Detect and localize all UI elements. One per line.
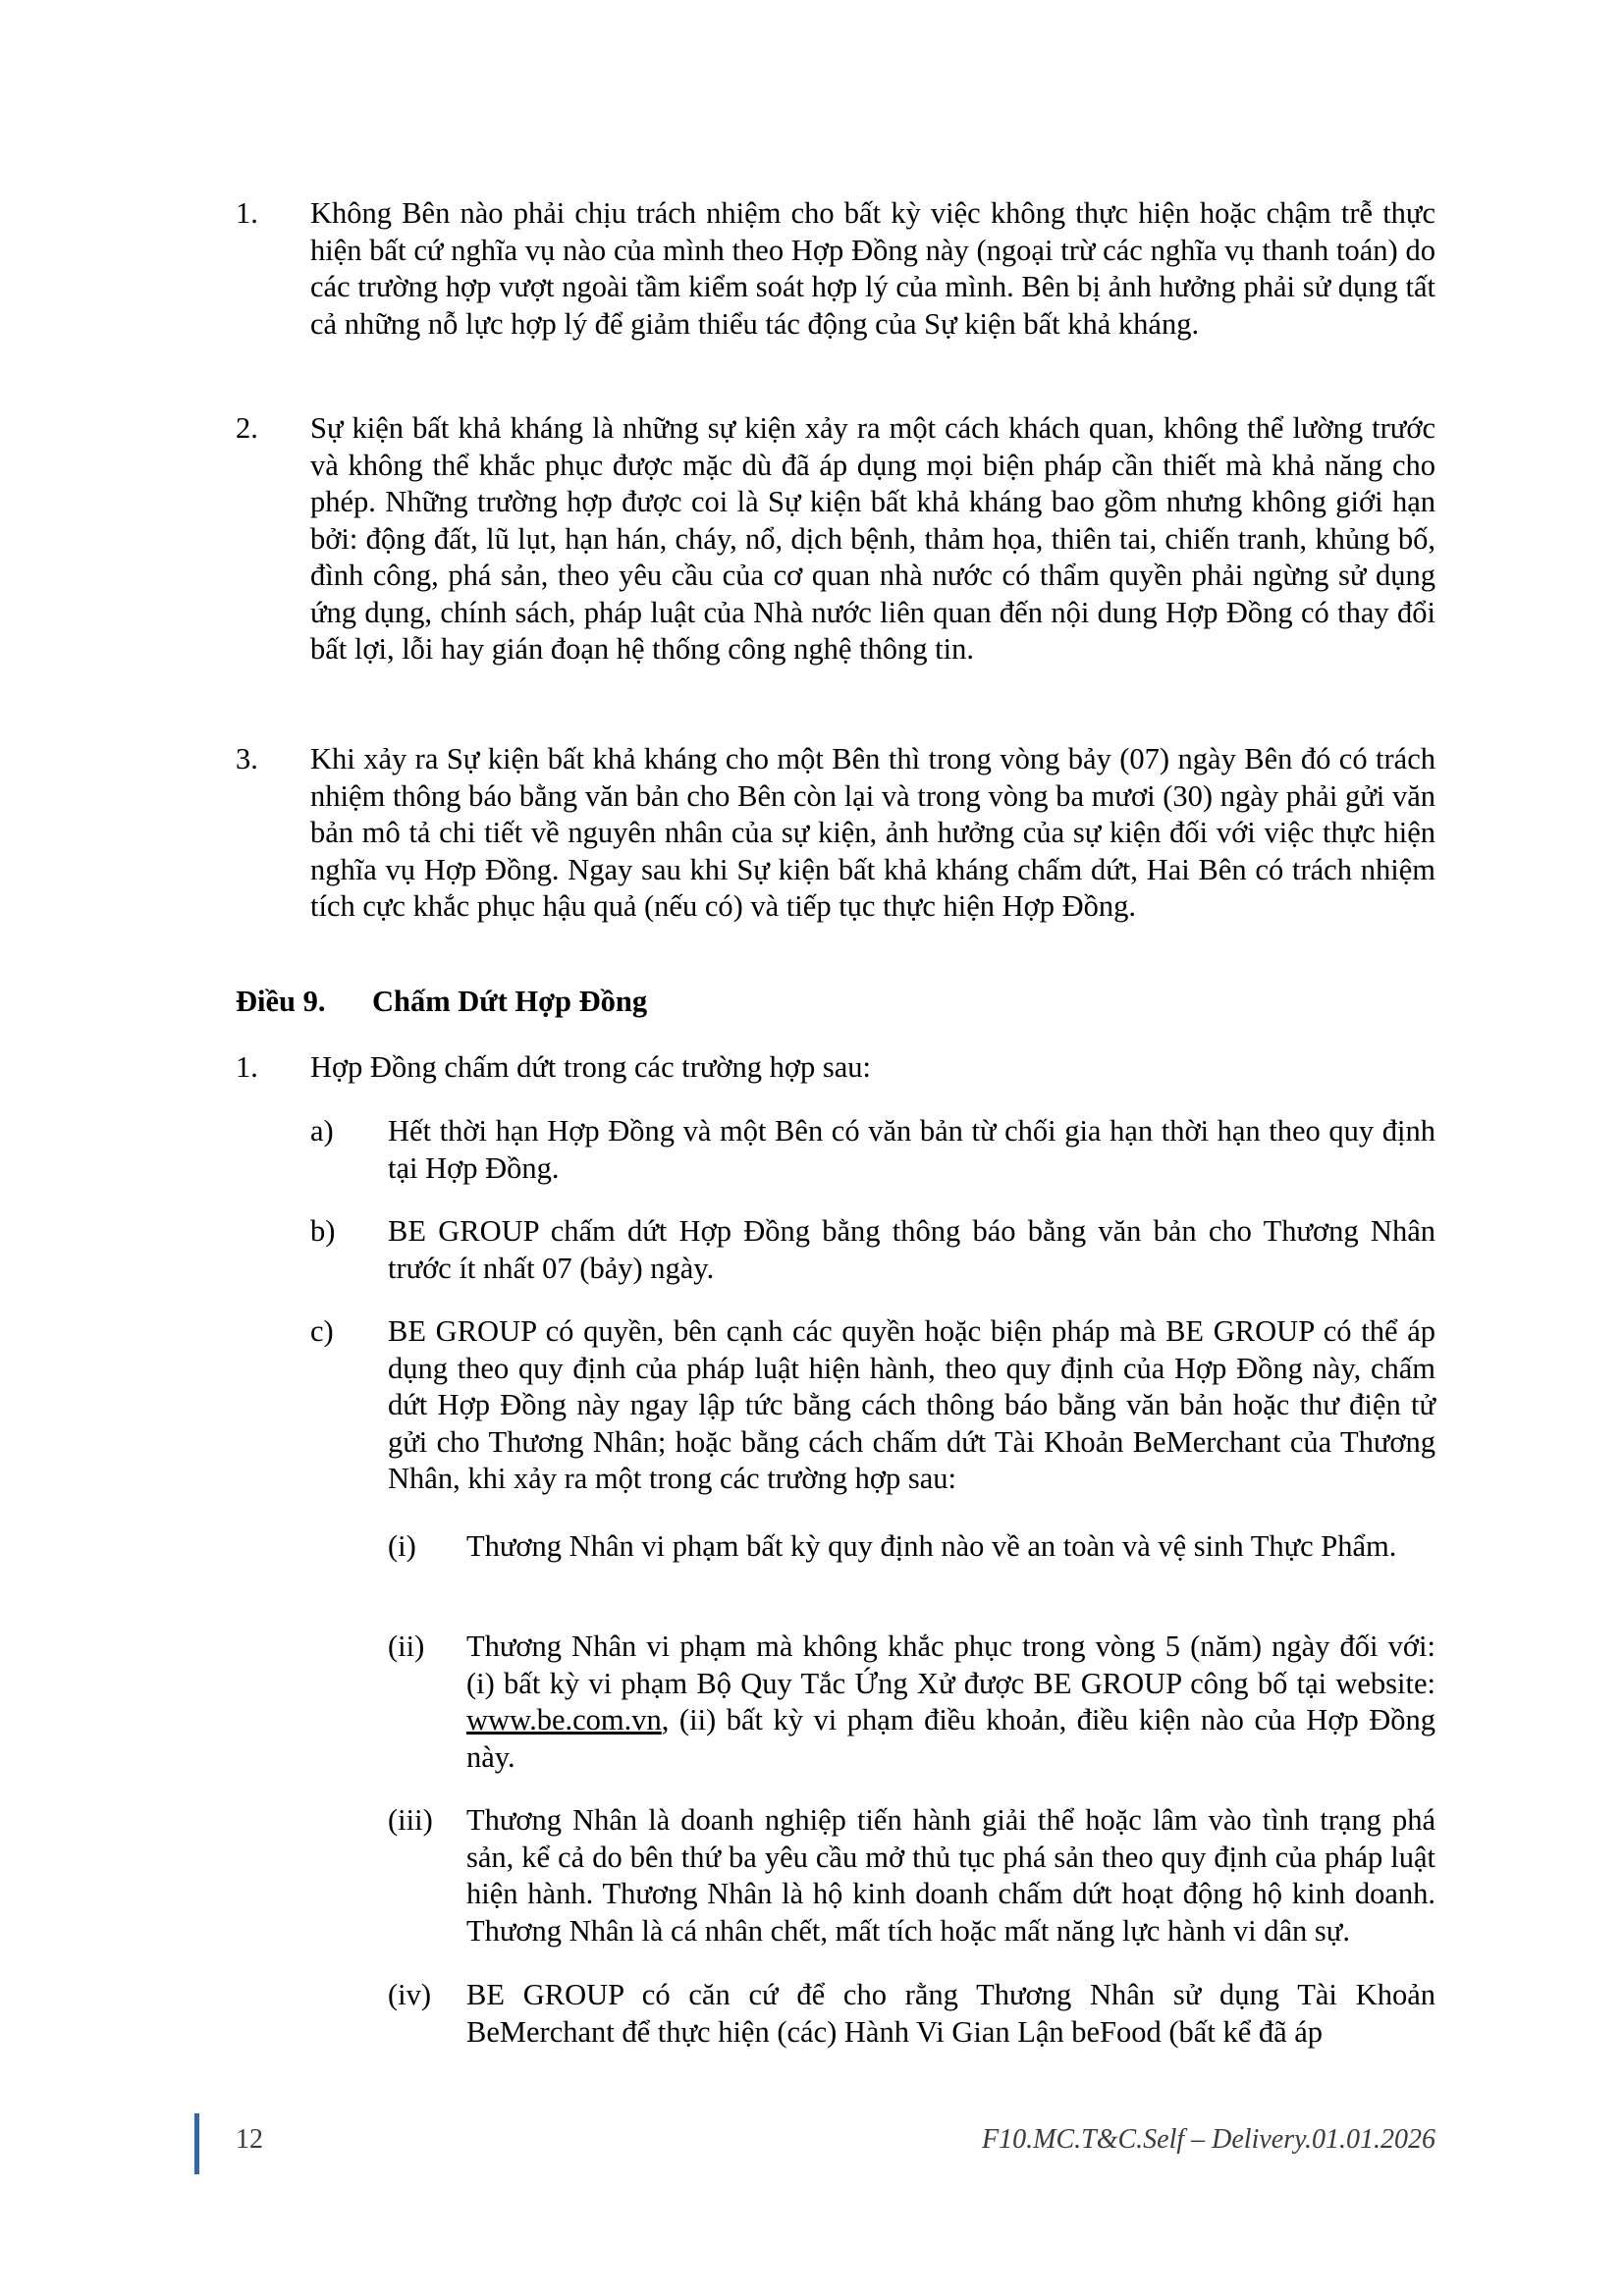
article-heading (236, 984, 648, 1021)
clause-text: Hợp Đồng chấm dứt trong các trường hợp sau: (310, 1050, 872, 1084)
subitem-text (466, 1629, 1435, 1776)
item-text: Hết thời hạn Hợp Đồng và một Bên có văn bản từ chối gia hạn thời hạn theo quy định tại Hợp Đồng. (388, 1114, 1435, 1185)
footer-accent-bar (194, 2113, 199, 2174)
subitem-numeral: (ii) (388, 1629, 425, 1663)
subitem-text: Thương Nhân vi phạm bất kỳ quy định nào về an toàn và vệ sinh Thực Phẩm. (466, 1529, 1397, 1563)
subitem-text-before: Thương Nhân vi phạm mà không khắc phục trong vòng 5 (năm) ngày đối với: (i) bất kỳ vi phạm Bộ Quy Tắc Ứng Xử được BE GROUP công bố tại website: (466, 1629, 1435, 1700)
article-title: Chấm Dứt Hợp Đồng (372, 985, 648, 1018)
clause-text: Khi xảy ra Sự kiện bất khả kháng cho một Bên thì trong vòng bảy (07) ngày Bên đó có trách nhiệm thông báo bằng văn bản cho Bên còn lại và trong vòng ba mươi (30) ngày phải gửi văn bản mô tả chi tiết về nguyên nhân của sự kiện, ảnh hưởng của sự kiện đối với việc thực hiện nghĩa vụ Hợp Đồng. Ngay sau khi Sự kiện bất khả kháng chấm dứt, Hai Bên có trách nhiệm tích cực khắc phục hậu quả (nếu có) và tiếp tục thực hiện Hợp Đồng. (310, 742, 1435, 923)
subitem-numeral: (i) (388, 1529, 416, 1563)
clause-text: Không Bên nào phải chịu trách nhiệm cho bất kỳ việc không thực hiện hoặc chậm trễ thực hiện bất cứ nghĩa vụ nào của mình theo Hợp Đồng này (ngoại trừ các nghĩa vụ thanh toán) do các trường hợp vượt ngoài tầm kiểm soát hợp lý của mình. Bên bị ảnh hưởng phải sử dụng tất cả những nỗ lực hợp lý để giảm thiểu tác động của Sự kiện bất khả kháng. (310, 196, 1435, 341)
subitem-text-after: , (ii) bất kỳ vi phạm điều khoản, điều kiện nào của Hợp Đồng này. (466, 1703, 1435, 1774)
subitem-text: Thương Nhân là doanh nghiệp tiến hành giải thể hoặc lâm vào tình trạng phá sản, kể cả do bên thứ ba yêu cầu mở thủ tục phá sản theo quy định của pháp luật hiện hành. Thương Nhân là hộ kinh doanh chấm dứt hoạt động hộ kinh doanh. Thương Nhân là cá nhân chết, mất tích hoặc mất năng lực hành vi dân sự. (466, 1803, 1435, 1948)
subitem-numeral: (iv) (388, 1978, 432, 2011)
website-link[interactable]: www.be.com.vn (466, 1703, 662, 1736)
item-text: BE GROUP có quyền, bên cạnh các quyền hoặc biện pháp mà BE GROUP có thể áp dụng theo quy định của pháp luật hiện hành, theo quy định của Hợp Đồng này, chấm dứt Hợp Đồng này ngay lập tức bằng cách thông báo bằng văn bản hoặc thư điện tử gửi cho Thương Nhân; hoặc bằng cách chấm dứt Tài Khoản BeMerchant của Thương Nhân, khi xảy ra một trong các trường hợp sau: (388, 1314, 1435, 1495)
clause-number: 1. (236, 196, 258, 230)
clause-number: 2. (236, 411, 258, 445)
clause-number: 1. (236, 1050, 258, 1084)
document-code: F10.MC.T&C.Self – Delivery.01.01.2026 (982, 2124, 1435, 2155)
item-letter: b) (310, 1214, 336, 1248)
clause-number: 3. (236, 742, 258, 775)
item-letter: c) (310, 1314, 334, 1348)
subitem-text: BE GROUP có căn cứ để cho rằng Thương Nhân sử dụng Tài Khoản BeMerchant để thực hiện (các) Hành Vi Gian Lận beFood (bất kể đã áp (466, 1978, 1435, 2049)
item-letter: a) (310, 1114, 334, 1148)
clause-text: Sự kiện bất khả kháng là những sự kiện xảy ra một cách khách quan, không thể lường trước và không thể khắc phục được mặc dù đã áp dụng mọi biện pháp cần thiết mà khả năng cho phép. Những trường hợp được coi là Sự kiện bất khả kháng bao gồm nhưng không giới hạn bởi: động đất, lũ lụt, hạn hán, cháy, nổ, dịch bệnh, thảm họa, thiên tai, chiến tranh, khủng bố, đình công, phá sản, theo yêu cầu của cơ quan nhà nước có thẩm quyền phải ngừng sử dụng ứng dụng, chính sách, pháp luật của Nhà nước liên quan đến nội dung Hợp Đồng có thay đổi bất lợi, lỗi hay gián đoạn hệ thống công nghệ thông tin. (310, 411, 1435, 666)
subitem-numeral: (iii) (388, 1803, 433, 1837)
article-label: Điều 9. (236, 985, 326, 1018)
item-text: BE GROUP chấm dứt Hợp Đồng bằng thông báo bằng văn bản cho Thương Nhân trước ít nhất 07 (bảy) ngày. (388, 1214, 1435, 1285)
page-number: 12 (236, 2124, 263, 2155)
